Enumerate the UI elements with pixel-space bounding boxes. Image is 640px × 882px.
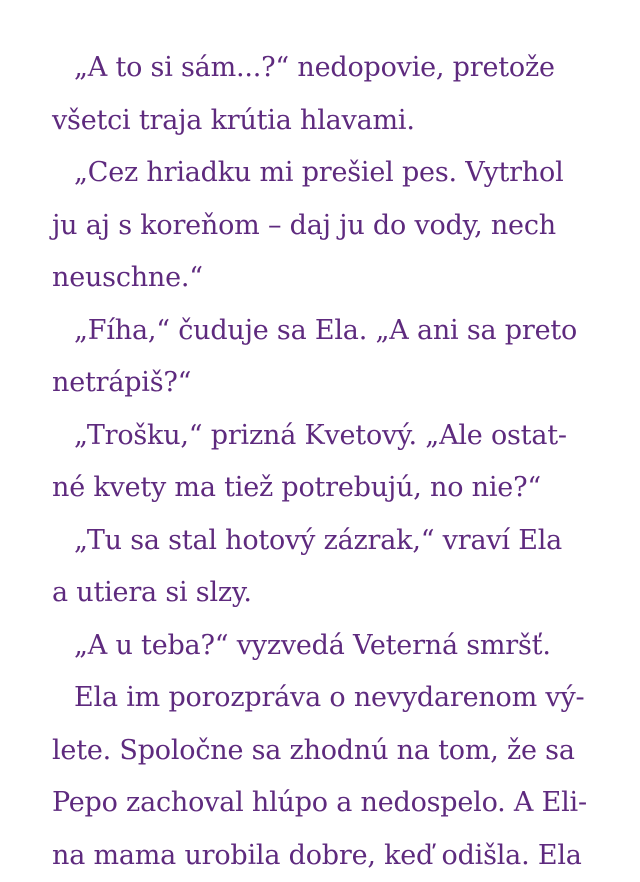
text-line: „Trošku,“ prizná Kvetový. „Ale ostat-: [52, 410, 612, 463]
text-line: „Cez hriadku mi prešiel pes. Vytrhol: [52, 147, 612, 200]
story-text: [52, 42, 612, 882]
text-line: lete. Spoločne sa zhodnú na tom, že sa: [52, 725, 612, 778]
text-line: „A u teba?“ vyzvedá Veterná smršť.: [52, 620, 612, 673]
text-line: všetci traja krútia hlavami.: [52, 95, 612, 148]
text-line: né kvety ma tiež potrebujú, no nie?“: [52, 462, 612, 515]
text-line: „A to si sám...?“ nedopovie, pretože: [52, 42, 612, 95]
text-line: „Fíha,“ čuduje sa Ela. „A ani sa preto: [52, 305, 612, 358]
text-line: „Tu sa stal hotový zázrak,“ vraví Ela: [52, 515, 612, 568]
text-line: netrápiš?“: [52, 357, 612, 410]
text-line: ju aj s koreňom – daj ju do vody, nech: [52, 200, 612, 253]
text-line: na mama urobila dobre, keď odišla. Ela: [52, 830, 612, 882]
text-line: neuschne.“: [52, 252, 612, 305]
text-line: Pepo zachoval hlúpo a nedospelo. A Eli-: [52, 777, 612, 830]
text-line: a utiera si slzy.: [52, 567, 612, 620]
text-line: Ela im porozpráva o nevydarenom vý-: [52, 672, 612, 725]
